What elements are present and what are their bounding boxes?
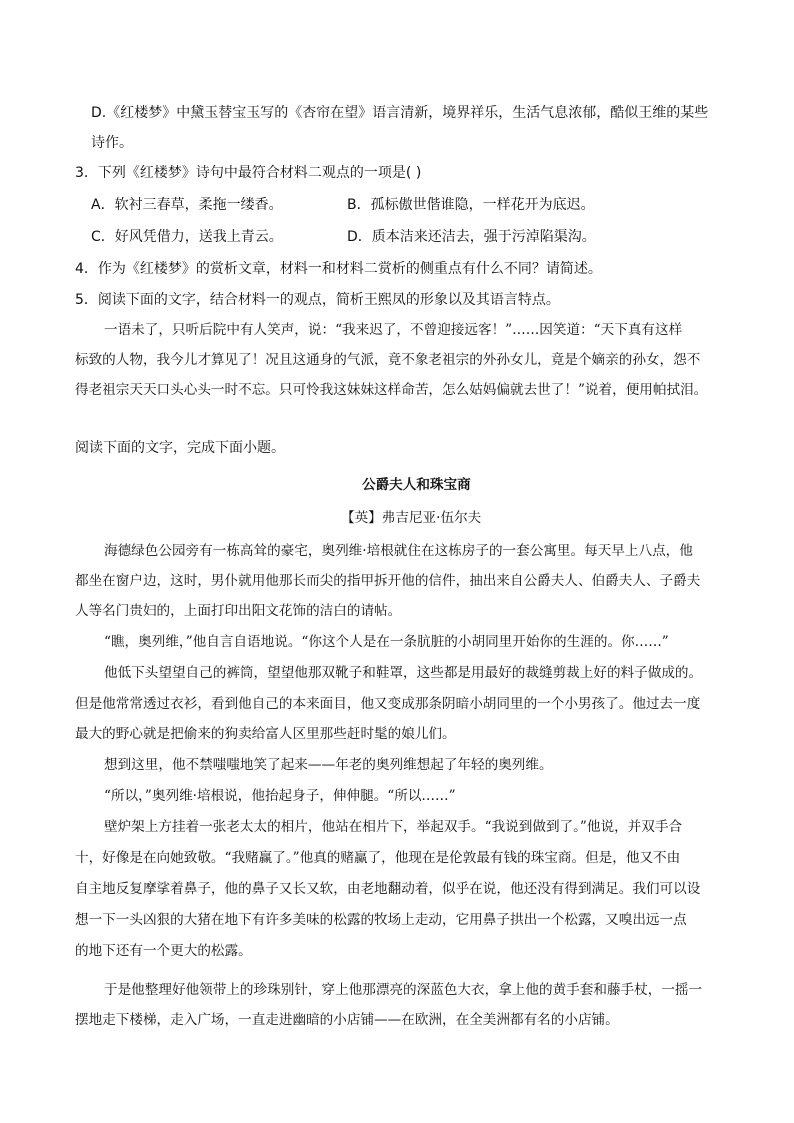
question2-option-d-line2: 诗作。 (91, 135, 133, 151)
story-line: 最大的野心就是把偷来的狗卖给富人区里那些赶时髦的娘儿们。 (75, 726, 456, 742)
story-line: 想到这里，他不禁嗤嗤地笑了起来——年老的奥列维想起了年轻的奥列维。 (104, 757, 553, 773)
story-line: 想一下一头凶狠的大猪在地下有许多美味的松露的牧场上走动，它用鼻子拱出一个松露，又嗅出远一点 (75, 912, 687, 928)
question3-option-b: B．孤标傲世偕谁隐，一样花开为底迟。 (347, 197, 595, 213)
story-line: 人等名门贵妇的，上面打印出阳文花饰的洁白的请帖。 (75, 603, 402, 619)
question4-stem: 4．作为《红楼梦》的赏析文章，材料一和材料二赏析的侧重点有什么不同？请简述。 (75, 261, 602, 277)
story-line: 他低下头望望自己的裤筒，望望他那双靴子和鞋罩，这些都是用最好的裁缝剪裁上好的料子做成的。 (104, 665, 703, 681)
story-line: 都坐在窗户边，这时，男仆就用他那长而尖的指甲拆开他的信件，抽出来自公爵夫人、伯爵夫人、子爵夫 (75, 573, 701, 589)
story-line: 但是他常常透过衣衫，看到他自己的本来面目，他又变成那条阴暗小胡同里的一个小男孩了。他过去一度 (75, 696, 701, 712)
excerpt-line: 标致的人物，我今儿才算见了！况且这通身的气派，竟不象老祖宗的外孙女儿，竟是个嫡亲的孙女，怨不 (75, 352, 701, 368)
question3-option-a: A．软衬三春草，柔拖一缕香。 (91, 197, 283, 213)
story-title: 公爵夫人和珠宝商 (362, 477, 471, 493)
story-line: “所以，”奥列维·培根说，他抬起身子，伸伸腿。“所以……” (104, 788, 456, 804)
story-line: 于是他整理好他领带上的珍珠别针，穿上他那漂亮的深蓝色大衣，拿上他的黄手套和藤手杖，一摇一 (104, 982, 703, 998)
story-line: 海德绿色公园旁有一栋高耸的豪宅，奥列维·培根就住在这栋房子的一套公寓里。每天早上八点，他 (104, 543, 693, 559)
excerpt-line: 一语未了，只听后院中有人笑声，说：“我来迟了，不曾迎接远客！”……因笑道：“天下真有这样 (104, 322, 683, 338)
story-line: 的地下还有一个更大的松露。 (75, 943, 252, 959)
excerpt-line: 得老祖宗天天口头心头一时不忘。只可怜我这妹妹这样命苦，怎么姑妈偏就去世了！”说着，便用帕拭泪。 (75, 382, 708, 398)
question2-option-d-line1: D.《红楼梦》中黛玉替宝玉写的《杏帘在望》语言清新，境界祥乐，生活气息浓郁，酷似王维的某些 (91, 105, 709, 121)
story-line: 自主地反复摩挲着鼻子，他的鼻子又长又软，由老地翻动着，似乎在说，他还没有得到满足。我们可以设 (75, 881, 701, 897)
question3-stem: 3．下列《红楼梦》诗句中最符合材料二观点的一项是( ) (75, 165, 422, 181)
story-author: 【英】弗吉尼亚·伍尔夫 (341, 510, 482, 526)
question5-stem: 5．阅读下面的文字，结合材料一的观点，简析王熙凤的形象以及其语言特点。 (75, 292, 560, 308)
story-line: “瞧，奥列维，”他自言自语地说。“你这个人是在一条肮脏的小胡同里开始你的生涯的。你……” (104, 634, 669, 650)
question3-option-d: D．质本洁来还洁去，强于污淖陷渠沟。 (347, 229, 596, 245)
reading-instruction: 阅读下面的文字，完成下面小题。 (75, 440, 285, 456)
story-line: 摆地走下楼梯，走入广场，一直走进幽暗的小店铺——在欧洲，在全美洲都有名的小店铺。 (75, 1012, 619, 1028)
story-line: 十，好像是在向她致敬。“我赌赢了。”他真的赌赢了，他现在是伦敦最有钱的珠宝商。但是，他又不由 (75, 850, 681, 866)
story-line: 壁炉架上方挂着一张老太太的相片，他站在相片下，举起双手。“我说到做到了。”他说，并双手合 (104, 819, 683, 835)
question3-option-c: C．好风凭借力，送我上青云。 (91, 229, 283, 245)
